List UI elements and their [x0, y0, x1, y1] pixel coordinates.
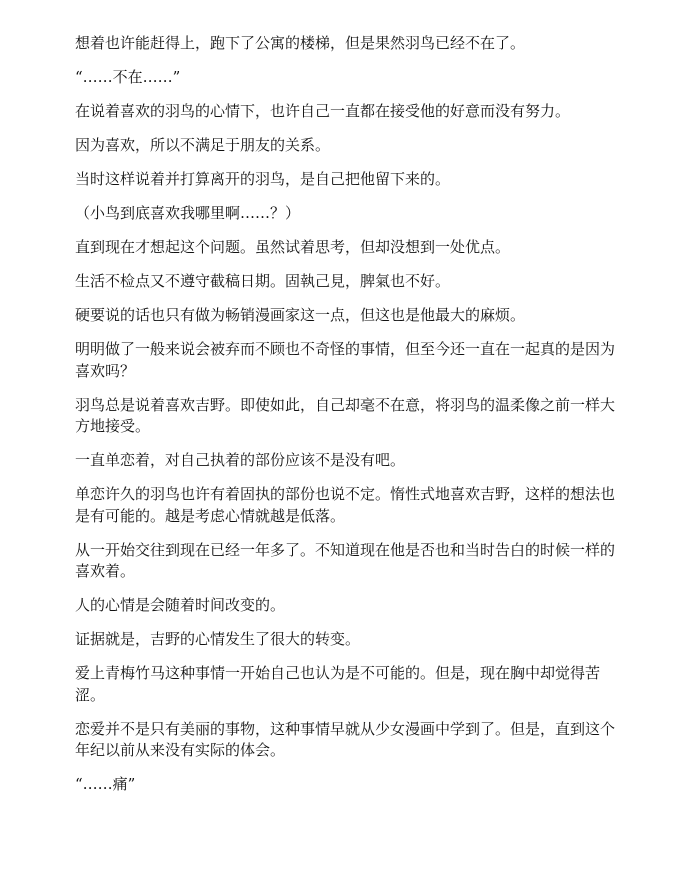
- paragraph: 明明做了一般来说会被弃而不顾也不奇怪的事情，但至今还一直在一起真的是因为喜欢吗？: [75, 340, 616, 380]
- paragraph: 一直单恋着，对自己执着的部份应该不是没有吧。: [75, 451, 406, 469]
- paragraph: 人的心情是会随着时间改变的。: [75, 596, 286, 614]
- paragraph: 证据就是，吉野的心情发生了很大的转变。: [75, 630, 361, 648]
- paragraph: 爱上青梅竹马这种事情一开始自己也认为是不可能的。但是，现在胸中却觉得苦涩。: [75, 664, 601, 704]
- paragraph: 羽鸟总是说着喜欢吉野。即使如此，自己却毫不在意，将羽鸟的温柔像之前一样大方地接受。: [75, 395, 616, 435]
- paragraph: 生活不检点又不遵守截稿日期。固執己見，脾氣也不好。: [75, 272, 451, 290]
- paragraph: 当时这样说着并打算离开的羽鸟，是自己把他留下来的。: [75, 170, 451, 188]
- paragraph: “……不在……”: [75, 68, 181, 86]
- paragraph: 恋爱并不是只有美丽的事物，这种事情早就从少女漫画中学到了。但是，直到这个年纪以前从来没有实际的体会。: [75, 719, 616, 759]
- paragraph: 因为喜欢，所以不满足于朋友的关系。: [75, 136, 331, 154]
- paragraph: 硬要说的话也只有做为畅销漫画家这一点，但这也是他最大的麻烦。: [75, 306, 526, 324]
- paragraph: “……痛”: [75, 775, 136, 793]
- paragraph: 在说着喜欢的羽鸟的心情下，也许自己一直都在接受他的好意而没有努力。: [75, 102, 571, 120]
- paragraph: 直到现在才想起这个问题。虽然试着思考，但却没想到一处优点。: [75, 238, 511, 256]
- paragraph: （小鸟到底喜欢我哪里啊……？）: [75, 204, 301, 222]
- paragraph: 想着也许能赶得上，跑下了公寓的楼梯，但是果然羽鸟已经不在了。: [75, 34, 526, 52]
- paragraph: 单恋许久的羽鸟也许有着固执的部份也说不定。惰性式地喜欢吉野，这样的想法也是有可能的。越是考虑心情就越是低落。: [75, 485, 616, 525]
- paragraph: 从一开始交往到现在已经一年多了。不知道现在他是否也和当时告白的时候一样的喜欢着。: [75, 540, 616, 580]
